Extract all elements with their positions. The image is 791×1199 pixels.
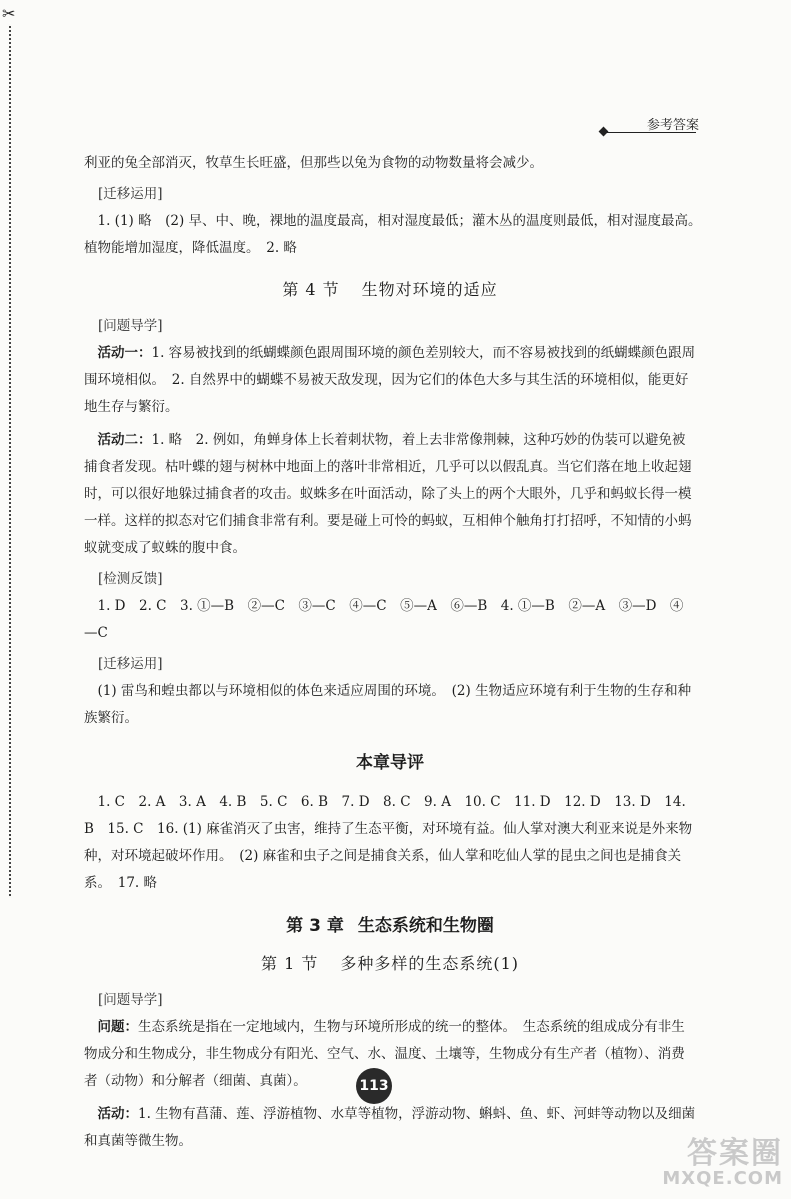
section-tag: [问题导学] bbox=[98, 318, 163, 334]
paragraph bbox=[84, 340, 696, 421]
paragraph: 1. C 2. A 3. A 4. B 5. C 6. B 7. D 8. C 9. A 10. C 11. D 12. D 13. D 14. B 15. C 16. (1) 麻雀消灭了虫害，维持了生态平衡，对环境有益。仙人掌对澳大利亚来说是外来物种，对环境起破坏作用。 (2) 麻雀和虫子之间是捕食关系，仙人掌和吃仙人掌的昆虫之间也是捕食关系。 17. 略 bbox=[84, 794, 693, 891]
watermark bbox=[662, 1128, 783, 1189]
paragraph: 利亚的兔全部消灭，牧草生长旺盛，但那些以兔为食物的动物数量将会减少。 bbox=[84, 155, 543, 171]
paragraph-text: 1. 略 2. 例如，角蝉身体上长着刺状物，着上去非常像荆棘，这种巧妙的伪装可以避免被捕食者发现。枯叶蝶的翅与树林中地面上的落叶非常相近，几乎可以以假乱真。当它们落在地上收起翅时，可以很好地躲过捕食者的攻击。蚁蛛多在叶面活动，除了头上的两个大眼外，几乎和蚂蚁长得一模一样。这样的拟态对它们捕食非常有利。要是碰上可怜的蚂蚁，互相伸个触角打打招呼，不知情的小蚂蚁就变成了蚁蛛的腹中食。 bbox=[84, 432, 692, 556]
section-tag: [检测反馈] bbox=[98, 571, 163, 587]
section-tag: [迁移运用] bbox=[98, 656, 163, 672]
section-name: 生物对环境的适应 bbox=[361, 280, 498, 299]
section-title bbox=[84, 276, 696, 303]
section-number: 第 4 节 bbox=[282, 280, 340, 299]
section-title bbox=[84, 950, 696, 977]
activity-label: 活动二： bbox=[97, 432, 152, 448]
section-number: 第 1 节 bbox=[260, 954, 319, 973]
page-header: 参考答案 bbox=[646, 118, 699, 133]
chapter-review-title: 本章导评 bbox=[356, 753, 424, 773]
header-rule bbox=[604, 132, 696, 133]
section-tag: [迁移运用] bbox=[98, 186, 163, 202]
activity-label: 活动一： bbox=[97, 345, 152, 361]
page-content bbox=[84, 150, 709, 1155]
section-tag: [问题导学] bbox=[98, 992, 163, 1008]
chapter-name: 生态系统和生物圈 bbox=[357, 916, 494, 936]
question-label: 问题： bbox=[97, 1019, 138, 1035]
paragraph-text: 1. 容易被找到的纸蝴蝶颜色跟周围环境的颜色差别较大，而不容易被找到的纸蝴蝶颜色跟周围环境相似。 2. 自然界中的蝴蝶不易被天敌发现，因为它们的体色大多与其生活的环境相似，能更好地生存与繁衍。 bbox=[84, 345, 696, 415]
paragraph-text: 生态系统是指在一定地域内，生物与环境所形成的统一的整体。 生态系统的组成成分有非生物成分和生物成分，非生物成分有阳光、空气、水、温度、土壤等，生物成分有生产者（植物）、消费者（动物）和分解者（细菌、真菌）。 bbox=[84, 1019, 685, 1089]
watermark-url: MXQE.COM bbox=[662, 1168, 783, 1189]
paragraph: (1) 雷鸟和蝗虫都以与环境相似的体色来适应周围的环境。 (2) 生物适应环境有利于生物的生存和种族繁衍。 bbox=[84, 683, 692, 726]
paragraph: 1. (1) 略 (2) 早、中、晚，裸地的温度最高，相对湿度最低；灌木丛的温度则最低，相对湿度最高。 植物能增加湿度，降低温度。 2. 略 bbox=[84, 213, 709, 256]
cut-line bbox=[9, 26, 11, 896]
chapter-title bbox=[84, 913, 696, 940]
paragraph bbox=[84, 427, 696, 562]
paragraph-text: 1. 生物有菖蒲、莲、浮游植物、水草等植物，浮游动物、蝌蚪、鱼、虾、河蚌等动物以及细菌和真菌等微生物。 bbox=[84, 1106, 696, 1149]
scissors-icon: ✂ bbox=[2, 4, 16, 23]
chapter-number: 第 3 章 bbox=[286, 916, 344, 936]
section-name: 多种多样的生态系统(1) bbox=[340, 954, 520, 973]
paragraph bbox=[84, 1101, 696, 1155]
answers-line: 1. D 2. C 3. ①—B ②—C ③—C ④—C ⑤—A ⑥—B 4. ①—B ②—A ③—D ④—C bbox=[84, 598, 684, 641]
watermark-logo: 答案圈 bbox=[687, 1136, 783, 1171]
activity-label: 活动： bbox=[97, 1106, 138, 1122]
page-number: 113 bbox=[356, 1068, 392, 1104]
